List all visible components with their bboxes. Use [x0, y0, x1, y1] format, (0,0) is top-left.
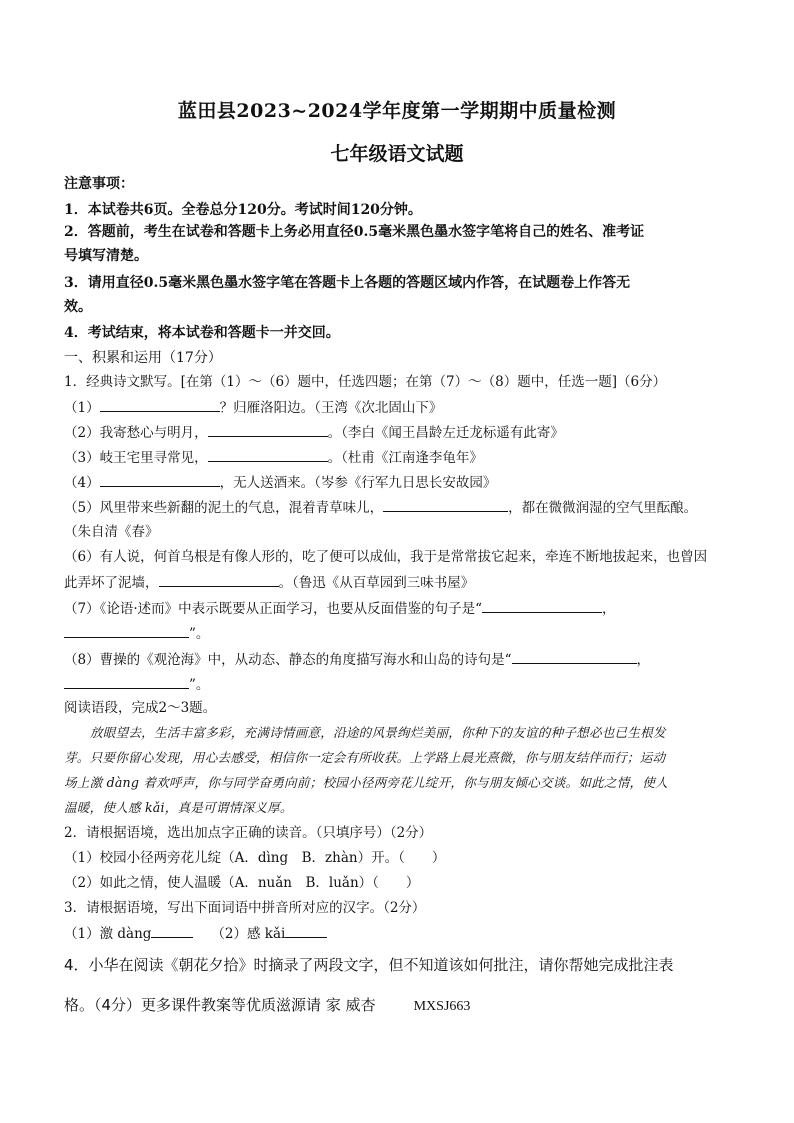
- q1-5-source: （朱自清《春》: [64, 524, 159, 540]
- question-2: 2．请根据语境，选出加点字正确的读音。（只填序号）（2分）: [64, 825, 433, 841]
- q1-4-prefix: （4）: [64, 475, 100, 491]
- exam-title: 蓝田县2023~2024学年度第一学期期中质量检测: [177, 100, 617, 122]
- q1-7-prefix: （7）《论语·述而》中表示既要从正面学习，也要从反面借鉴的句子是“: [64, 601, 483, 617]
- q1-7: [64, 598, 734, 619]
- note-3a: 3．请用直径0.5毫米黑色墨水签字笔在答题卡上各题的答题区域内作答，在试题卷上作答无: [64, 275, 631, 291]
- q1-8b: [64, 674, 734, 695]
- note-2a: 2．答题前，考生在试卷和答题卡上务必用直径0.5毫米黑色墨水签字笔将自己的姓名、准考证: [64, 224, 645, 240]
- note-3b: 效。: [64, 299, 92, 315]
- q1-3: [64, 447, 734, 468]
- q1-1-blank[interactable]: [100, 397, 220, 412]
- q1-7-close: ”。: [189, 626, 210, 642]
- q1-8-prefix: （8）曹操的《观沧海》中，从动态、静态的角度描写海水和山岛的诗句是“: [64, 652, 512, 668]
- q1-6-suffix: 。（鲁迅《从百草园到三味书屋》: [278, 575, 475, 591]
- passage-line-1: 放眼望去，生活丰富多彩，充满诗情画意，沿途的风景绚烂美丽，你种下的友谊的种子想必也已生根发: [90, 725, 666, 740]
- q1-1: [64, 397, 734, 418]
- question-1: 1．经典诗文默写。[在第（1）～（6）题中，任选四题；在第（7）～（8）题中，任选一题]（6分）: [64, 374, 667, 390]
- q3-1-label: （1）激 dàng: [64, 926, 152, 942]
- q1-4-suffix: ，无人送酒来。（岑参《行军九日思长安故园》: [219, 475, 497, 491]
- reading-intro: 阅读语段，完成2～3题。: [64, 700, 217, 716]
- q2-1: （1）校园小径两旁花儿绽（A．dìng B．zhàn）开。（ ）: [64, 850, 446, 866]
- q1-1-suffix: ？归雁洛阳边。（王湾《次北固山下》: [219, 400, 443, 416]
- note-2b: 号填写清楚。: [64, 248, 148, 264]
- q1-1-prefix: （1）: [64, 400, 100, 416]
- q2-2: （2）如此之情，使人温暖（A．nuǎn B．luǎn）（ ）: [64, 875, 420, 891]
- q1-6b: [64, 572, 734, 593]
- note-1: 1．本试卷共6页。全卷总分120分。考试时间120分钟。: [64, 202, 422, 218]
- notes-heading: 注意事项：: [64, 176, 134, 192]
- q1-3-suffix: 。（杜甫《江南逢李龟年》: [327, 450, 483, 466]
- q1-8-comma: ，: [636, 652, 650, 668]
- q1-8-close: ”。: [189, 677, 210, 693]
- q1-7b: [64, 623, 734, 644]
- q4-code: MXSJ663: [413, 999, 471, 1014]
- q1-6-blank[interactable]: [159, 572, 279, 587]
- q1-2-blank[interactable]: [208, 422, 328, 437]
- q1-8-blank-1[interactable]: [512, 649, 637, 664]
- q1-2: [64, 422, 734, 443]
- q1-8-blank-2[interactable]: [64, 674, 189, 689]
- q1-7-comma: ，: [602, 601, 616, 617]
- question-3: 3．请根据语境，写出下面词语中拼音所对应的汉字。（2分）: [64, 900, 426, 916]
- q3-1-blank[interactable]: [151, 923, 193, 938]
- q1-5: [64, 497, 734, 518]
- q1-3-blank[interactable]: [208, 447, 328, 462]
- q1-5-prefix: （5）风里带来些新翻的泥土的气息，混着青草味儿，: [64, 500, 384, 516]
- section-1-heading: 一、积累和运用（17分）: [64, 350, 222, 366]
- q1-2-prefix: （2）我寄愁心与明月，: [64, 425, 208, 441]
- q1-7-blank-2[interactable]: [64, 623, 189, 638]
- q1-6a: （6）有人说，何首乌根是有像人形的，吃了便可以成仙，我于是常常拔它起来，牵连不断地拔起来，也曾因: [64, 549, 708, 565]
- q1-4: [64, 472, 734, 493]
- q1-5-blank[interactable]: [383, 497, 508, 512]
- exam-subtitle: 七年级语文试题: [330, 143, 464, 165]
- question-4-line-2: [64, 995, 734, 1017]
- q1-5-suffix: ，都在微微润湿的空气里酝酿。: [508, 500, 698, 516]
- q3-answers: [64, 923, 734, 944]
- q3-2-blank[interactable]: [285, 923, 327, 938]
- note-4: 4．考试结束，将本试卷和答题卡一并交回。: [64, 325, 340, 341]
- q1-8: [64, 649, 734, 670]
- question-4-line-1: 4．小华在阅读《朝花夕拾》时摘录了两段文字，但不知道该如何批注，请你帮她完成批注表: [64, 956, 674, 974]
- passage-line-3: 场上激 dàng 着欢呼声，你与同学奋勇向前；校园小径两旁花儿绽开，你与朋友倾心交谈。如此之情，使人: [64, 775, 668, 790]
- q1-7-blank-1[interactable]: [482, 598, 602, 613]
- q3-2-label: （2）感 kǎi: [211, 926, 286, 942]
- q1-6-prefix: 此弄坏了泥墙，: [64, 575, 159, 591]
- q1-3-prefix: （3）岐王宅里寻常见，: [64, 450, 208, 466]
- q1-4-blank[interactable]: [100, 472, 220, 487]
- passage-line-2: 芽。只要你留心发现，用心去感受，相信你一定会有所收获。上学路上晨光熹微，你与朋友结伴而行；运动: [64, 750, 666, 765]
- q4-text: 格。（4分）更多课件教案等优质滋源请 家 威杏: [64, 996, 376, 1014]
- q1-2-suffix: 。（李白《闻王昌龄左迁龙标遥有此寄》: [327, 425, 564, 441]
- passage-line-4: 温暖，使人感 kǎi，真是可谓情深义厚。: [64, 800, 293, 815]
